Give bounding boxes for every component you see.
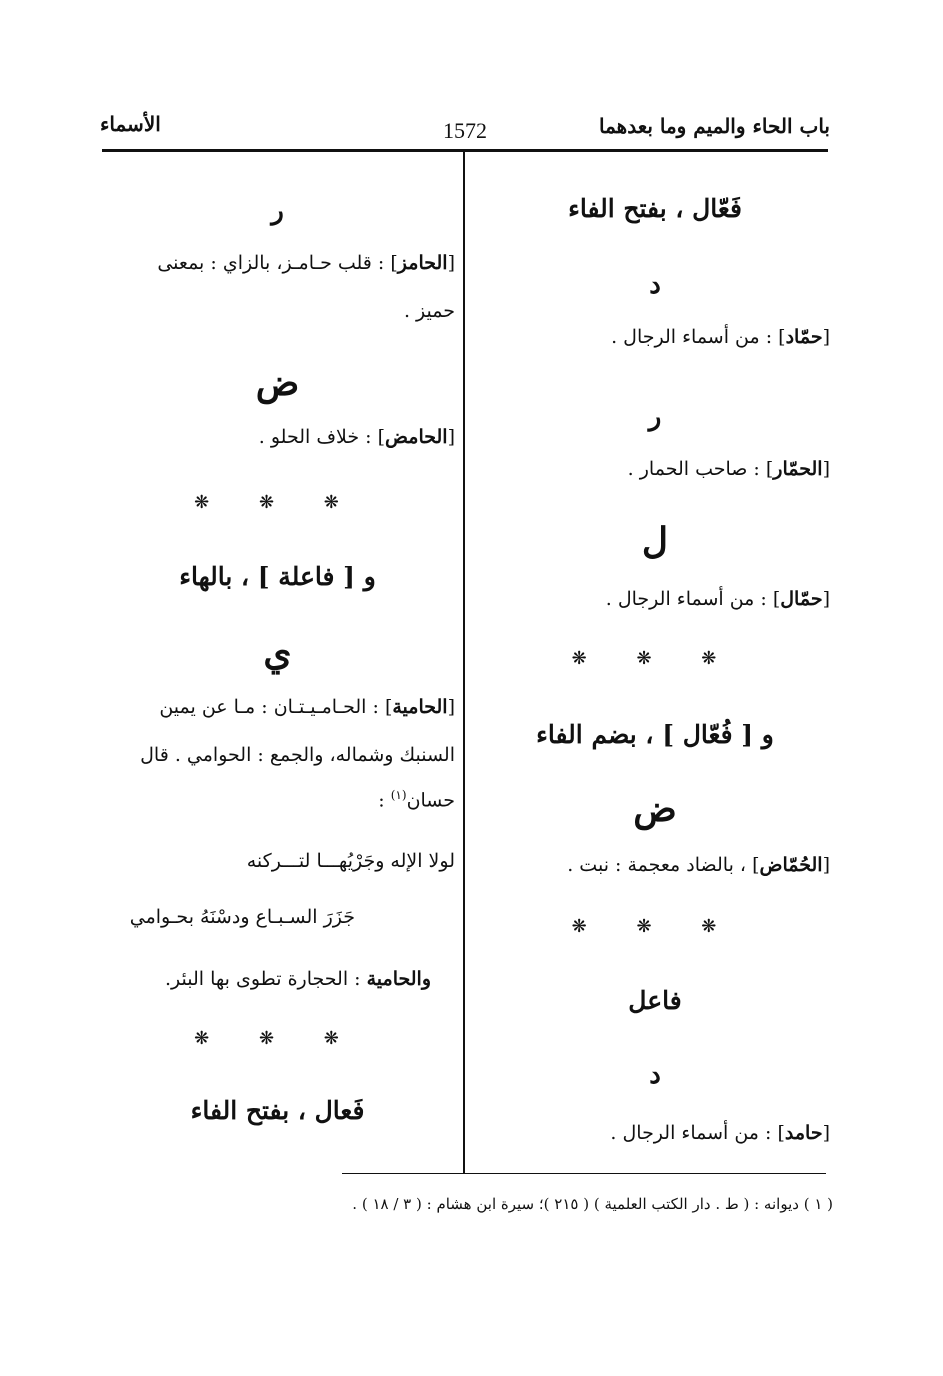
dictionary-entry: [حمّال] : من أسماء الرجال . [605, 588, 830, 610]
letter-heading: ل [641, 520, 669, 562]
section-title: الأسماء [100, 112, 161, 136]
chapter-title: باب الحاء والميم وما بعدهما [599, 114, 830, 138]
entry-definition: : صاحب الحمار . [627, 458, 760, 480]
section-heading: فَعّال ، بفتح الفاء [568, 194, 742, 223]
column-divider [463, 152, 465, 1174]
poet-name: حسان [406, 789, 455, 812]
entry-definition: : من أسماء الرجال . [610, 1122, 772, 1144]
section-heading: فَعال ، بفتح الفاء [190, 1096, 365, 1125]
letter-heading: ض [255, 362, 300, 404]
section-separator: ❋ ❋ ❋ [571, 916, 739, 937]
dictionary-entry: [الحُمّاض] ، بالضاد معجمة : نبت . [567, 854, 830, 876]
colon: : [378, 789, 385, 812]
dictionary-entry: [حمّاد] : من أسماء الرجال . [611, 326, 830, 348]
section-separator: ❋ ❋ ❋ [194, 1028, 361, 1049]
entry-term: حامد [784, 1122, 823, 1144]
page-number: 1572 [443, 118, 487, 143]
entry-term: حمّال [780, 588, 823, 610]
page-header [100, 108, 830, 148]
section-heading: فاعل [628, 986, 682, 1015]
entry-term: الحمّار [773, 458, 823, 480]
entry-definition: : خلاف الحلو . [258, 426, 372, 448]
letter-heading: ض [633, 788, 677, 830]
letter-heading: د [649, 1060, 661, 1090]
footnote-reference: (١) [390, 788, 407, 802]
entry-term: والحامية [366, 968, 431, 990]
letter-heading: د [649, 270, 661, 300]
dictionary-entry: [الحامز] : قلب حـامـز، بالزاي : بمعنى [157, 252, 455, 274]
header-rule [102, 149, 828, 152]
dictionary-entry [100, 968, 431, 990]
dictionary-entry: [الحامية] : الحـامـيـتـان : مـا عن يمين [159, 696, 455, 718]
entry-definition: : من أسماء الرجال . [611, 326, 773, 348]
section-heading: و [ فاعلة ] ، بالهاء [179, 562, 376, 591]
letter-heading: ر [271, 196, 284, 226]
entry-term: الحامض [385, 426, 448, 448]
letter-heading: ي [263, 632, 292, 674]
footnote-rule [342, 1173, 826, 1174]
entry-continuation: السنبك وشماله، والجمع : الحوامي . قال [140, 744, 455, 766]
entry-definition: : الحـامـيـتـان : مـا عن يمين [159, 696, 379, 718]
entry-term: الحامية [392, 696, 448, 718]
dictionary-entry: [الحمّار] : صاحب الحمار . [627, 458, 830, 480]
entry-continuation: حميز . [403, 300, 455, 322]
entry-term: الحُمّاض [759, 854, 823, 876]
entry-term: حمّاد [785, 326, 823, 348]
dictionary-entry: [حامد] : من أسماء الرجال . [610, 1122, 830, 1144]
verse-line: جَزَرَ السـبـاع ودسْنَهُ بحـوامي [129, 906, 355, 928]
section-heading: و [ فُعّال ] ، بضم الفاء [536, 720, 774, 749]
section-separator: ❋ ❋ ❋ [194, 492, 361, 513]
entry-definition: ، بالضاد معجمة : نبت . [567, 854, 747, 876]
verse-line: لولا الإله وجَرْيُهـــا لتـــركنه [246, 850, 455, 872]
entry-term: الحامز [397, 252, 448, 274]
dictionary-entry: [الحامض] : خلاف الحلو . [258, 426, 455, 448]
entry-continuation [100, 788, 455, 811]
entry-definition: : من أسماء الرجال . [605, 588, 767, 610]
entry-definition: : قلب حـامـز، بالزاي : بمعنى [157, 252, 385, 274]
footnote: ( ١ ) ديوانه : ( ط . دار الكتب العلمية ) ( ٢١٥ )؛ سيرة ابن هشام : ( ٣ / ١٨ ) . [352, 1195, 833, 1213]
entry-definition: : الحجارة تطوى بها البئر. [165, 968, 361, 990]
section-separator: ❋ ❋ ❋ [571, 648, 739, 669]
letter-heading: ر [648, 402, 662, 432]
